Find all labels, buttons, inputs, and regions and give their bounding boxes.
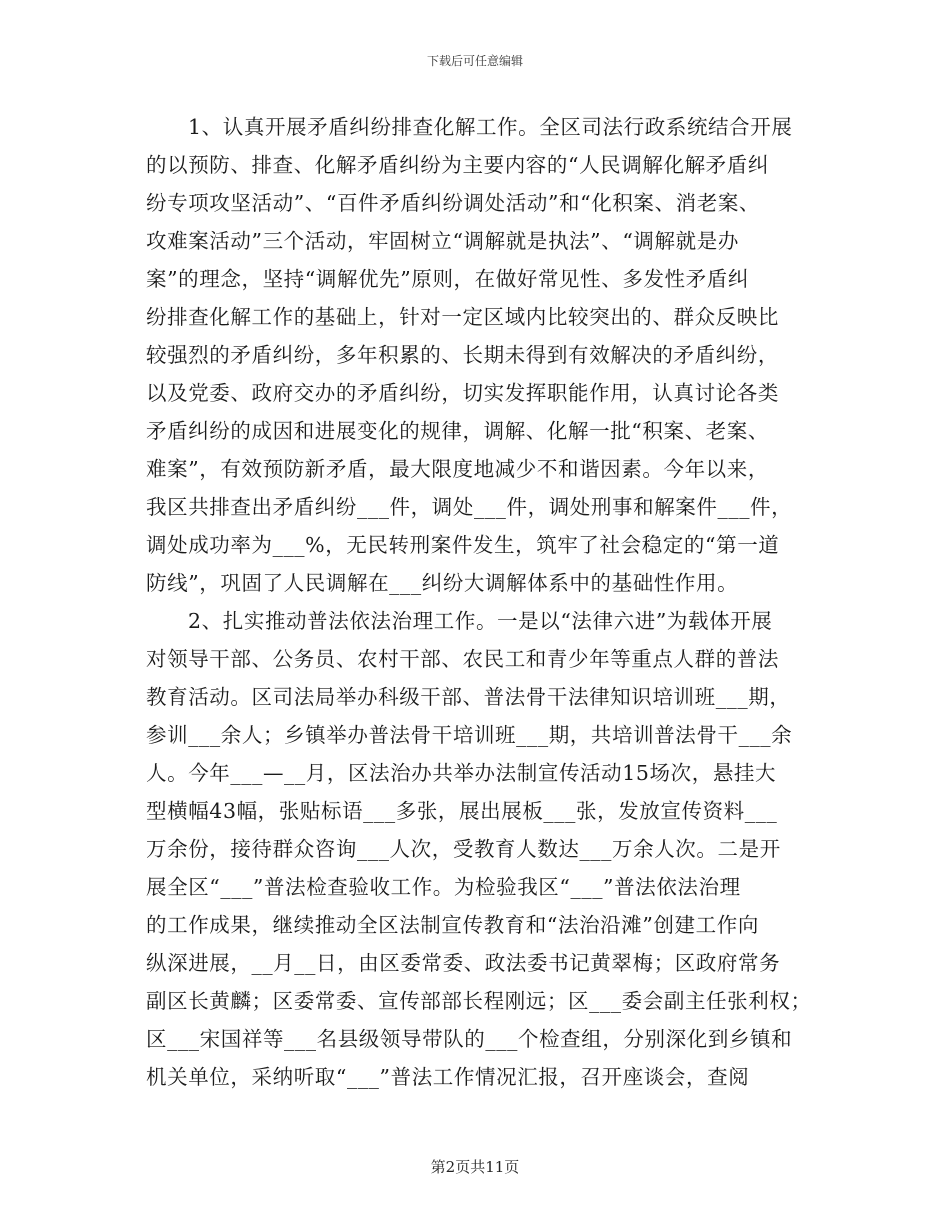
paragraph-2-line-2: 对领导干部、公务员、农村干部、农民工和青少年等重点人群的普法 <box>146 647 779 671</box>
paragraph-2-line-1: 2、扎实推动普法依法治理工作。一是以“法律六进”为载体开展 <box>188 609 773 633</box>
document-body <box>146 108 814 1096</box>
paragraph-1-line-11: 我区共排查出矛盾纠纷___件，调处___件，调处刑事和解案件___件， <box>146 495 793 519</box>
paragraph-1-line-10: 难案”，有效预防新矛盾，最大限度地减少不和谐因素。今年以来， <box>146 457 769 481</box>
paragraph-1-line-5: 案”的理念，坚持“调解优先”原则，在做好常见性、多发性矛盾纠 <box>146 267 749 291</box>
page-number: 第2页共11页 <box>430 1158 520 1176</box>
paragraph-2-line-9: 的工作成果，继续推动全区法制宣传教育和“法治沿滩”创建工作向 <box>146 913 759 937</box>
paragraph-2-line-10: 纵深进展，__月__日，由区委常委、政法委书记黄翠梅；区政府常务 <box>146 951 781 975</box>
paragraph-2-line-6: 型横幅43幅，张贴标语___多张，展出展板___张，发放宣传资料___ <box>146 799 778 823</box>
paragraph-1-line-6: 纷排查化解工作的基础上，针对一定区域内比较突出的、群众反映比 <box>146 305 779 329</box>
paragraph-1-line-4: 攻难案活动”三个活动，牢固树立“调解就是执法”、“调解就是办 <box>146 229 739 253</box>
paragraph-1-line-13: 防线”，巩固了人民调解在___纠纷大调解体系中的基础性作用。 <box>146 571 739 595</box>
paragraph-2-line-12: 区___宋国祥等___名县级领导带队的___个检查组，分别深化到乡镇和 <box>146 1027 793 1051</box>
paragraph-1-line-7: 较强烈的矛盾纠纷，多年积累的、长期未得到有效解决的矛盾纠纷， <box>146 343 779 367</box>
paragraph-2-line-4: 参训___余人；乡镇举办普法骨干培训班___期，共培训普法骨干___余 <box>146 723 793 747</box>
paragraph-1-line-3: 纷专项攻坚活动”、“百件矛盾纠纷调处活动”和“化积案、消老案、 <box>146 191 761 215</box>
paragraph-1-line-8: 以及党委、政府交办的矛盾纠纷，切实发挥职能作用，认真讨论各类 <box>146 381 779 405</box>
paragraph-1-line-1: 1、认真开展矛盾纠纷排查化解工作。全区司法行政系统结合开展 <box>188 115 793 139</box>
paragraph-2-line-3: 教育活动。区司法局举办科级干部、普法骨干法律知识培训班___期， <box>146 685 791 709</box>
paragraph-2-line-8: 展全区“___”普法检查验收工作。为检验我区“___”普法依法治理 <box>146 875 741 899</box>
page-header: 下载后可任意编辑 <box>426 54 523 68</box>
paragraph-1-line-12: 调处成功率为___%，无民转刑案件发生，筑牢了社会稳定的“第一道 <box>146 533 780 557</box>
paragraph-2-line-7: 万余份，接待群众咨询___人次，受教育人数达___万余人次。二是开 <box>146 837 781 861</box>
paragraph-2-line-5: 人。今年___—__月，区法治办共举办法制宣传活动15场次，悬挂大 <box>146 761 777 785</box>
paragraph-1-line-9: 矛盾纠纷的成因和进展变化的规律，调解、化解一批“积案、老案、 <box>146 419 769 443</box>
paragraph-2-line-11: 副区长黄麟；区委常委、宣传部部长程刚远；区___委会副主任张利权； <box>146 989 812 1013</box>
paragraph-1-line-2: 的以预防、排查、化解矛盾纠纷为主要内容的“人民调解化解矛盾纠 <box>146 153 769 177</box>
paragraph-2-line-13: 机关单位，采纳听取“___”普法工作情况汇报，召开座谈会，查阅 <box>146 1065 750 1089</box>
